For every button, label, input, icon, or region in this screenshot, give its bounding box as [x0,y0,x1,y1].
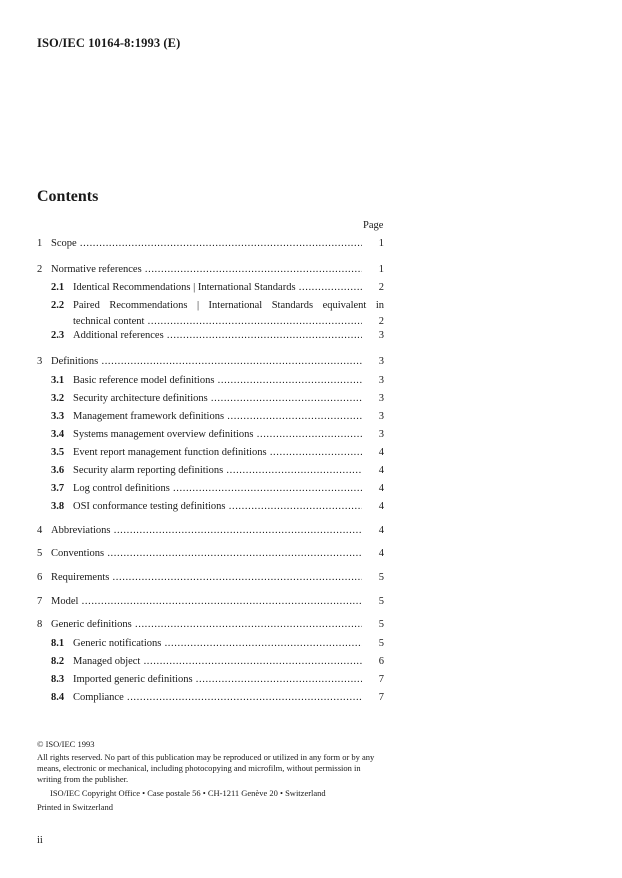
copyright-office-address: ISO/IEC Copyright Office • Case postale 56 • CH-1211 Genève 20 • Switzerland [50,788,326,798]
toc-entry-number: 3.7 [51,483,65,494]
toc-entry [37,619,384,633]
toc-entry-title: Security architecture definitions ..... [73,393,362,404]
toc-entry-page: 2 [378,316,384,327]
toc-entry-number: 8.4 [51,692,65,703]
toc-entry-number: 3.8 [51,501,65,512]
toc-entry [37,264,384,278]
toc-entry-number: 3.6 [51,465,65,476]
toc-entry-title: Imported generic definitions ..... [73,674,362,685]
toc-entry-page: 5 [378,596,384,607]
toc-entry-title: Security alarm reporting definitions ..... [73,465,362,476]
toc-entry-page: 5 [378,638,384,649]
toc-entry-number: 3.5 [51,447,65,458]
toc-entry-number: 2.1 [51,282,65,293]
toc-entry-title: Managed object ..... [73,656,362,667]
document-id-header: ISO/IEC 10164-8:1993 (E) [37,36,181,50]
toc-entry-page: 5 [378,572,384,583]
toc-entry-number: 8.3 [51,674,65,685]
toc-entry-page: 3 [378,356,384,367]
toc-entry-title: Management framework definitions ..... [73,411,362,422]
toc-entry [37,330,384,344]
toc-entry-page: 2 [378,282,384,293]
toc-entry-page: 3 [378,411,384,422]
toc-entry-title: Normative references ..... [51,264,362,275]
toc-entry-page: 4 [378,447,384,458]
printed-in-note: Printed in Switzerland [37,802,114,812]
toc-entry-number: 5 [37,548,43,559]
toc-entry-title: Systems management overview definitions ..... [73,429,362,440]
toc-entry [37,692,384,706]
toc-entry [37,548,384,562]
toc-entry-number: 3.2 [51,393,65,404]
toc-entry [37,300,384,330]
toc-entry [37,572,384,586]
toc-entry-title: Compliance ..... [73,692,362,703]
toc-entry [37,638,384,652]
toc-entry [37,596,384,610]
toc-entry-number: 2 [37,264,43,275]
toc-entry-title: Model ..... [51,596,362,607]
toc-entry [37,656,384,670]
toc-entry-page: 4 [378,483,384,494]
toc-entry-page: 3 [378,375,384,386]
toc-entry-page: 4 [378,501,384,512]
rights-statement: All rights reserved. No part of this publication may be reproduced or utilized in any form or by any means, electronic or mechanical, including photocopying and microfilm, without permission in writing from the publisher. [37,752,375,784]
toc-entry-title: Log control definitions ..... [73,483,362,494]
toc-entry-number: 7 [37,596,43,607]
toc-entry-number: 4 [37,525,43,536]
toc-entry-page: 4 [378,525,384,536]
toc-entry-page: 6 [378,656,384,667]
toc-entry-number: 6 [37,572,43,583]
toc-entry-title: Conventions ..... [51,548,362,559]
toc-entry [37,483,384,497]
toc-entry [37,375,384,389]
toc-entry-number: 3 [37,356,43,367]
toc-entry-title: Generic definitions ..... [51,619,362,630]
page-number: ii [37,835,43,846]
page-column-label: Page [363,220,384,231]
toc-entry-number: 1 [37,238,43,249]
toc-entry-page: 4 [378,465,384,476]
toc-entry-title: Requirements ..... [51,572,362,583]
toc-entry-title: Scope ..... [51,238,362,249]
toc-entry [37,393,384,407]
toc-entry-number: 3.3 [51,411,65,422]
toc-entry-title: Additional references ..... [73,330,362,341]
toc-entry [37,238,384,252]
toc-entry-page: 3 [378,393,384,404]
toc-entry-title-line1: Paired Recommendations | International Standards equivalent in [73,300,384,311]
toc-entry-page: 1 [378,264,384,275]
toc-entry [37,282,384,296]
toc-entry [37,674,384,688]
toc-entry-title: Definitions ..... [51,356,362,367]
toc-entry-number: 2.3 [51,330,65,341]
toc-entry [37,525,384,539]
toc-entry [37,465,384,479]
contents-title: Contents [37,188,99,205]
toc-entry-title: Identical Recommendations | International Standards ..... [73,282,362,293]
toc-entry-number: 8.1 [51,638,65,649]
toc-entry-number: 8 [37,619,43,630]
toc-entry-title: technical content ..... [73,316,362,327]
toc-entry [37,501,384,515]
toc-entry-page: 3 [378,429,384,440]
toc-entry-title: Generic notifications ..... [73,638,362,649]
toc-entry [37,447,384,461]
toc-entry-page: 7 [378,692,384,703]
toc-entry-page: 1 [378,238,384,249]
toc-entry-title: OSI conformance testing definitions ..... [73,501,362,512]
toc-entry-page: 3 [378,330,384,341]
toc-entry-title: Event report management function definitions ..... [73,447,362,458]
toc-entry-title: Abbreviations ..... [51,525,362,536]
copyright-notice: © ISO/IEC 1993 [37,739,95,749]
toc-entry-number: 3.1 [51,375,65,386]
toc-entry-page: 5 [378,619,384,630]
toc-entry-page: 7 [378,674,384,685]
toc-entry-title: Basic reference model definitions ..... [73,375,362,386]
toc-entry [37,411,384,425]
toc-entry-page: 4 [378,548,384,559]
toc-entry [37,356,384,370]
toc-entry-number: 3.4 [51,429,65,440]
toc-entry [37,429,384,443]
toc-entry-number: 8.2 [51,656,65,667]
toc-entry-number: 2.2 [51,300,65,311]
